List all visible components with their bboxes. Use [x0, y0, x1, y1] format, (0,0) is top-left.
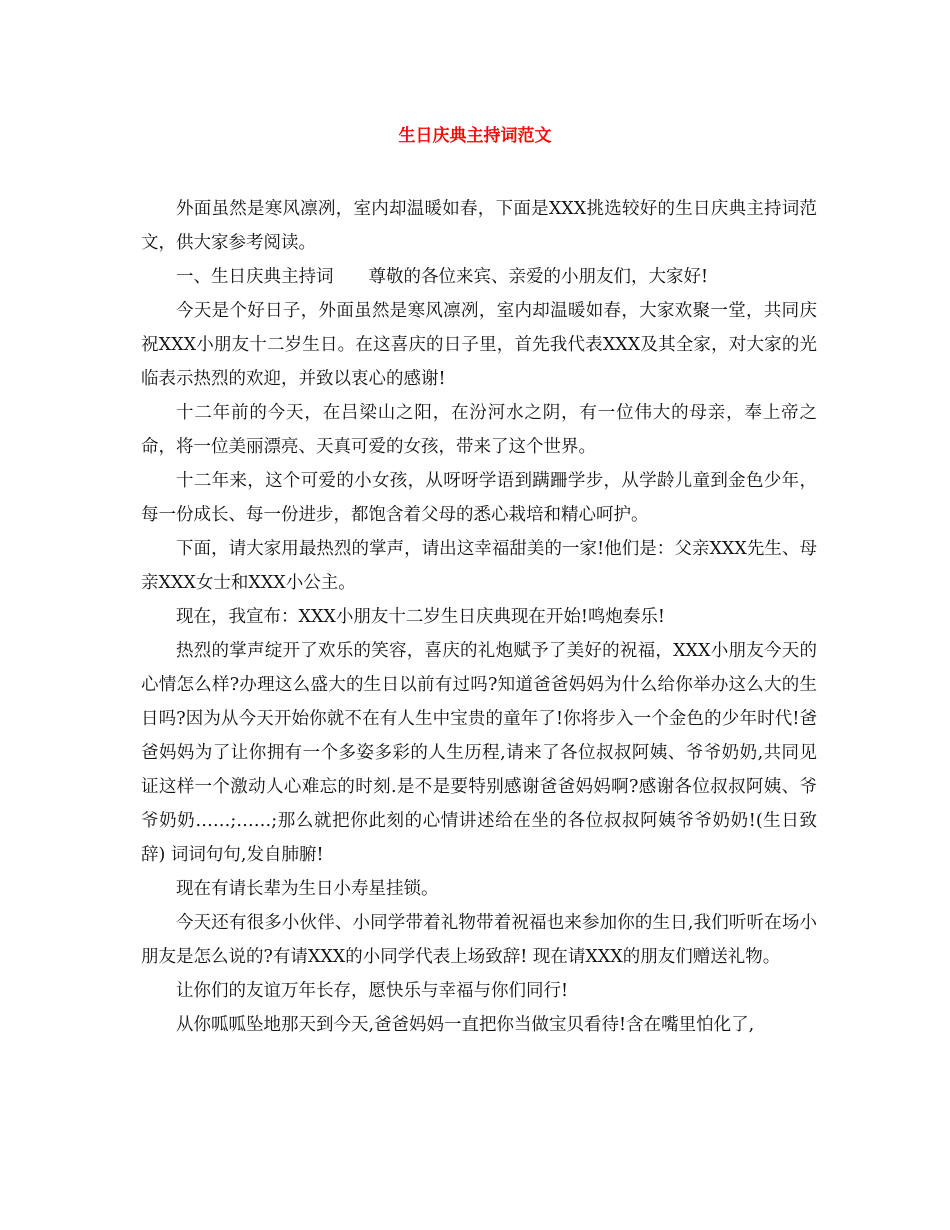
document-title: 生日庆典主持词范文	[398, 126, 552, 146]
paragraph: 从你呱呱坠地那天到今天,爸爸妈妈一直把你当做宝贝看待!含在嘴里怕化了,	[176, 1015, 755, 1035]
paragraph: 现在有请长辈为生日小寿星挂锁。	[176, 879, 439, 899]
paragraph: 让你们的友谊万年长存，愿快乐与幸福与你们同行!	[176, 981, 569, 1001]
paragraph: 十二年前的今天，在吕梁山之阳，在汾河水之阴，有一位伟大的母亲，奉上帝之命，将一位美丽漂亮、天真可爱的女孩，带来了这个世界。	[141, 403, 817, 457]
paragraph: 十二年来，这个可爱的小女孩，从呀呀学语到蹒跚学步，从学龄儿童到金色少年，每一份成长、每一份进步，都饱含着父母的悉心栽培和精心呵护。	[141, 471, 817, 525]
paragraph: 今天还有很多小伙伴、小同学带着礼物带着祝福也来参加你的生日,我们听听在场小朋友是怎么说的?有请XXX的小同学代表上场致辞! 现在请XXX的朋友们赠送礼物。	[141, 913, 817, 967]
document-body	[141, 192, 817, 1042]
paragraph: 外面虽然是寒风凛冽，室内却温暖如春，下面是XXX挑选较好的生日庆典主持词范文，供大家参考阅读。	[141, 199, 817, 253]
paragraph: 下面，请大家用最热烈的掌声，请出这幸福甜美的一家!他们是：父亲XXX先生、母亲XXX女士和XXX小公主。	[141, 539, 817, 593]
paragraph: 热烈的掌声绽开了欢乐的笑容，喜庆的礼炮赋予了美好的祝福，XXX小朋友今天的心情怎么样?办理这么盛大的生日以前有过吗?知道爸爸妈妈为什么给你举办这么大的生日吗?因为从今天开始你就不在有人生中宝贵的童年了!你将步入一个金色的少年时代!爸爸妈妈为了让你拥有一个多姿多彩的人生历程,请来了各位叔叔阿姨、爷爷奶奶,共同见证这样一个激动人心难忘的时刻.是不是要特别感谢爸爸妈妈啊?感谢各位叔叔阿姨、爷爷奶奶……;……;那么就把你此刻的心情讲述给在坐的各位叔叔阿姨爷爷奶奶!(生日致辞) 词词句句,发自肺腑!	[141, 641, 817, 865]
paragraph: 一、生日庆典主持词 尊敬的各位来宾、亲爱的小朋友们，大家好!	[176, 267, 709, 287]
paragraph: 今天是个好日子，外面虽然是寒风凛冽，室内却温暖如春，大家欢聚一堂，共同庆祝XXX小朋友十二岁生日。在这喜庆的日子里，首先我代表XXX及其全家，对大家的光临表示热烈的欢迎，并致以衷心的感谢!	[141, 301, 817, 389]
paragraph: 现在，我宣布：XXX小朋友十二岁生日庆典现在开始!鸣炮奏乐!	[176, 607, 665, 627]
